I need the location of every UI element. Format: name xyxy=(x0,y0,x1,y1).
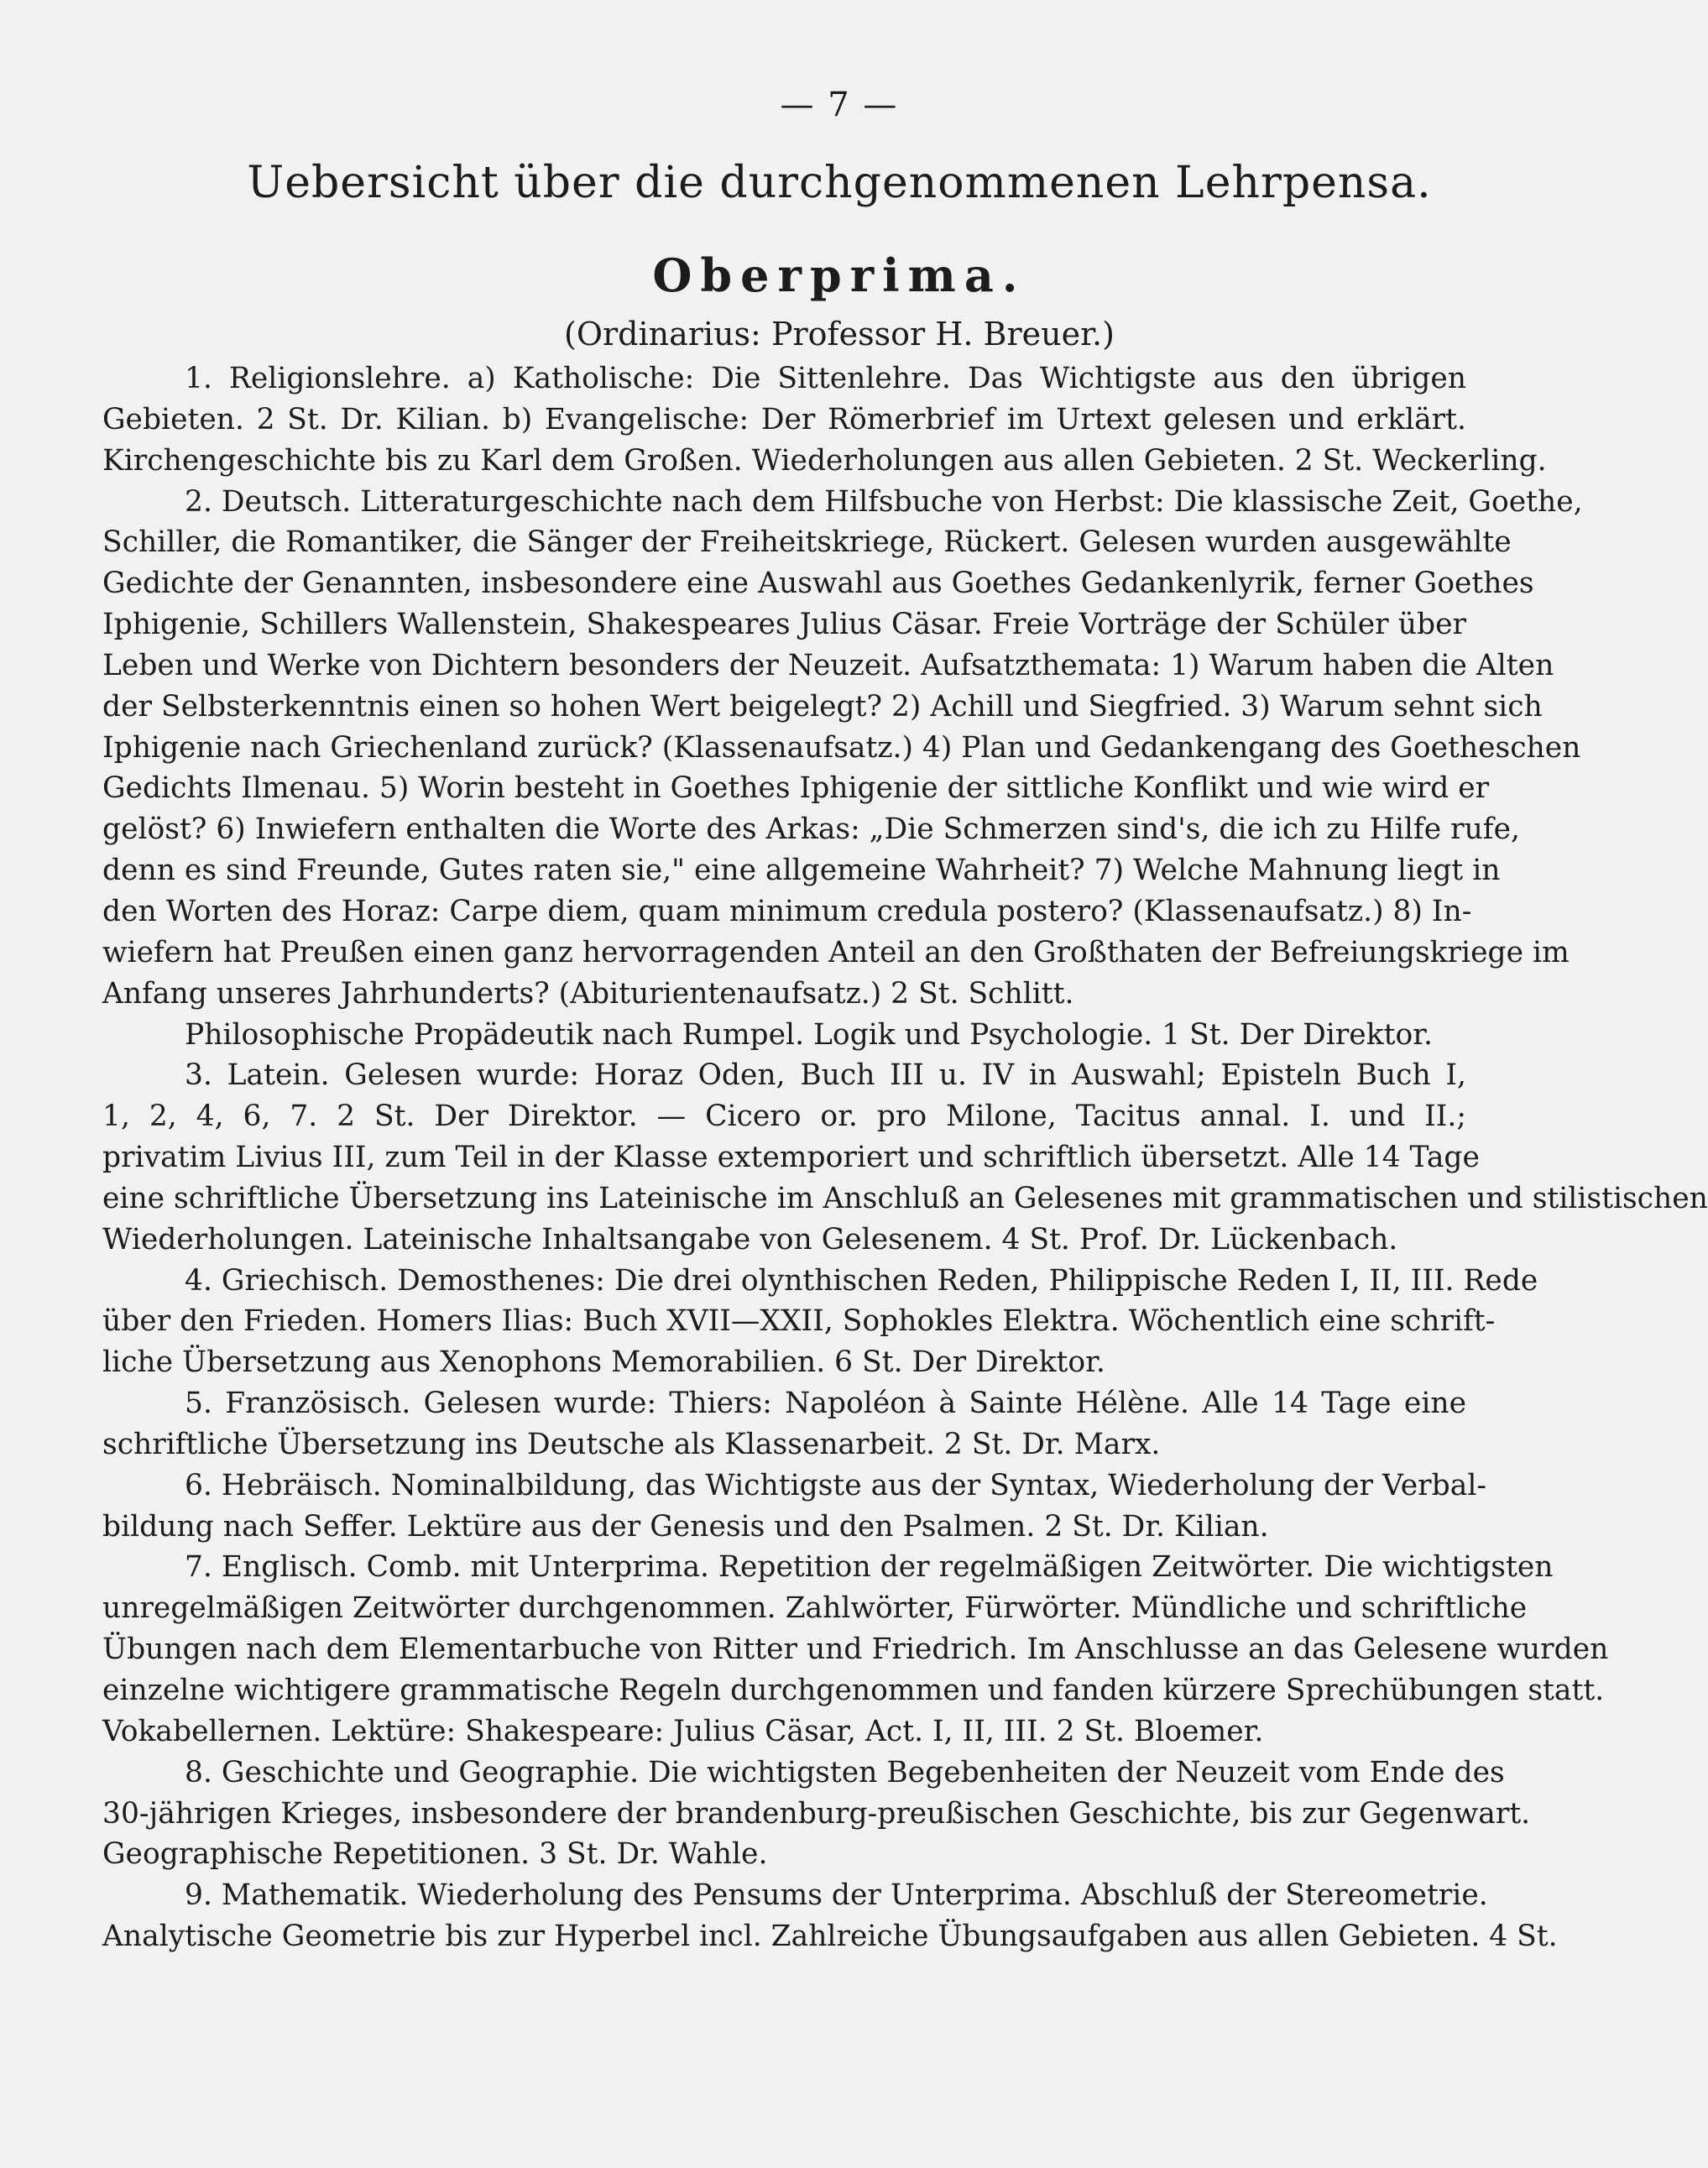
text-line: wiefern hat Preußen einen ganz hervorragenden Anteil an den Großthaten der Befreiungskriege im xyxy=(102,935,1570,969)
text-line: 3. Latein. Gelesen wurde: Horaz Oden, Buch III u. IV in Auswahl; Episteln Buch I, xyxy=(185,1058,1466,1093)
class-heading: Oberprima. xyxy=(652,248,1026,302)
text-line: bildung nach Seffer. Lektüre aus der Genesis und den Psalmen. 2 St. Dr. Kilian. xyxy=(102,1509,1269,1544)
text-line: gelöst? 6) Inwiefern enthalten die Worte des Arkas: „Die Schmerzen sind's, die ich zu Hilfe rufe, xyxy=(102,812,1520,847)
text-line: Gedichts Ilmenau. 5) Worin besteht in Goethes Iphigenie der sittliche Konflikt und wie wird er xyxy=(102,771,1490,806)
text-line: 1, 2, 4, 6, 7. 2 St. Der Direktor. — Cicero or. pro Milone, Tacitus annal. I. und II.; xyxy=(102,1100,1466,1134)
page-number: — 7 — xyxy=(780,86,899,124)
text-line: Philosophische Propädeutik nach Rumpel. Logik und Psychologie. 1 St. Der Direktor. xyxy=(185,1017,1433,1052)
text-line: 2. Deutsch. Litteraturgeschichte nach dem Hilfsbuche von Herbst: Die klassische Zeit, Goethe, xyxy=(185,484,1583,519)
text-line: Iphigenie, Schillers Wallenstein, Shakespeares Julius Cäsar. Freie Vorträge der Schüler über xyxy=(102,608,1466,642)
text-line: Gedichte der Genannten, insbesondere eine Auswahl aus Goethes Gedankenlyrik, ferner Goethes xyxy=(102,567,1534,601)
text-line: 6. Hebräisch. Nominalbildung, das Wichtigste aus der Syntax, Wiederholung der Verbal- xyxy=(185,1468,1487,1502)
text-line: einzelne wichtigere grammatische Regeln durchgenommen und fanden kürzere Sprechübungen statt. xyxy=(102,1674,1605,1707)
text-line: Gebieten. 2 St. Dr. Kilian. b) Evangelische: Der Römerbrief im Urtext gelesen und erklärt. xyxy=(102,402,1466,436)
text-line: Wiederholungen. Lateinische Inhaltsangabe von Gelesenem. 4 St. Prof. Dr. Lückenbach. xyxy=(102,1222,1398,1256)
text-line: denn es sind Freunde, Gutes raten sie," eine allgemeine Wahrheit? 7) Welche Mahnung liegt in xyxy=(102,854,1501,888)
text-line: 1. Religionslehre. a) Katholische: Die Sittenlehre. Das Wichtigste aus den übrigen xyxy=(185,362,1466,395)
text-line: 30-jährigen Krieges, insbesondere der brandenburg-preußischen Geschichte, bis zur Gegenwart. xyxy=(102,1796,1531,1831)
text-line: den Worten des Horaz: Carpe diem, quam minimum credula postero? (Klassenaufsatz.) 8) In- xyxy=(102,894,1472,928)
text-line: Kirchengeschichte bis zu Karl dem Großen. Wiederholungen aus allen Gebieten. 2 St. Weckerling. xyxy=(102,443,1547,478)
text-line: der Selbsterkenntnis einen so hohen Wert beigelegt? 2) Achill und Siegfried. 3) Warum sehnt sich xyxy=(102,689,1543,724)
text-line: 8. Geschichte und Geographie. Die wichtigsten Begebenheiten der Neuzeit vom Ende des xyxy=(185,1755,1505,1789)
ordinarius-line: (Ordinarius: Professor H. Breuer.) xyxy=(564,316,1115,353)
curriculum-text xyxy=(102,358,1708,1957)
text-line: schriftliche Übersetzung ins Deutsche als Klassenarbeit. 2 St. Dr. Marx. xyxy=(102,1427,1161,1461)
text-line: eine schriftliche Übersetzung ins Lateinische im Anschluß an Gelesenes mit grammatischen und stilistischen xyxy=(102,1181,1708,1215)
text-line: 7. Englisch. Comb. mit Unterprima. Repetition der regelmäßigen Zeitwörter. Die wichtigsten xyxy=(185,1550,1554,1585)
text-line: Vokabellernen. Lektüre: Shakespeare: Julius Cäsar, Act. I, II, III. 2 St. Bloemer. xyxy=(102,1714,1264,1748)
text-line: 4. Griechisch. Demosthenes: Die drei olynthischen Reden, Philippische Reden I, II, III. Rede xyxy=(185,1263,1538,1298)
text-line: unregelmäßigen Zeitwörter durchgenommen. Zahlwörter, Fürwörter. Mündliche und schriftliche xyxy=(102,1591,1528,1626)
text-line: Übungen nach dem Elementarbuche von Ritter und Friedrich. Im Anschlusse an das Gelesene wurden xyxy=(102,1633,1609,1667)
text-line: Geographische Repetitionen. 3 St. Dr. Wahle. xyxy=(102,1837,768,1872)
text-line: privatim Livius III, zum Teil in der Klasse extemporiert und schriftlich übersetzt. Alle 14 Tage xyxy=(102,1141,1480,1175)
text-line: Iphigenie nach Griechenland zurück? (Klassenaufsatz.) 4) Plan und Gedankengang des Goetheschen xyxy=(102,730,1581,765)
text-line: Anfang unseres Jahrhunderts? (Abiturientenaufsatz.) 2 St. Schlitt. xyxy=(102,976,1074,1011)
page-title: Uebersicht über die durchgenommenen Lehrpensa. xyxy=(247,158,1432,208)
text-line: über den Frieden. Homers Ilias: Buch XVII—XXII, Sophokles Elektra. Wöchentlich eine schrift- xyxy=(102,1304,1496,1339)
text-line: 5. Französisch. Gelesen wurde: Thiers: Napoléon à Sainte Hélène. Alle 14 Tage eine xyxy=(185,1387,1466,1421)
text-line: Schiller, die Romantiker, die Sänger der Freiheitskriege, Rückert. Gelesen wurden ausgewählte xyxy=(102,525,1512,560)
text-line: Analytische Geometrie bis zur Hyperbel incl. Zahlreiche Übungsaufgaben aus allen Gebieten. 4 St. xyxy=(102,1920,1558,1954)
text-line: Leben und Werke von Dichtern besonders der Neuzeit. Aufsatzthemata: 1) Warum haben die Alten xyxy=(102,648,1554,682)
text-line: 9. Mathematik. Wiederholung des Pensums der Unterprima. Abschluß der Stereometrie. xyxy=(185,1878,1488,1913)
text-line: liche Übersetzung aus Xenophons Memorabilien. 6 St. Der Direktor. xyxy=(102,1345,1105,1380)
